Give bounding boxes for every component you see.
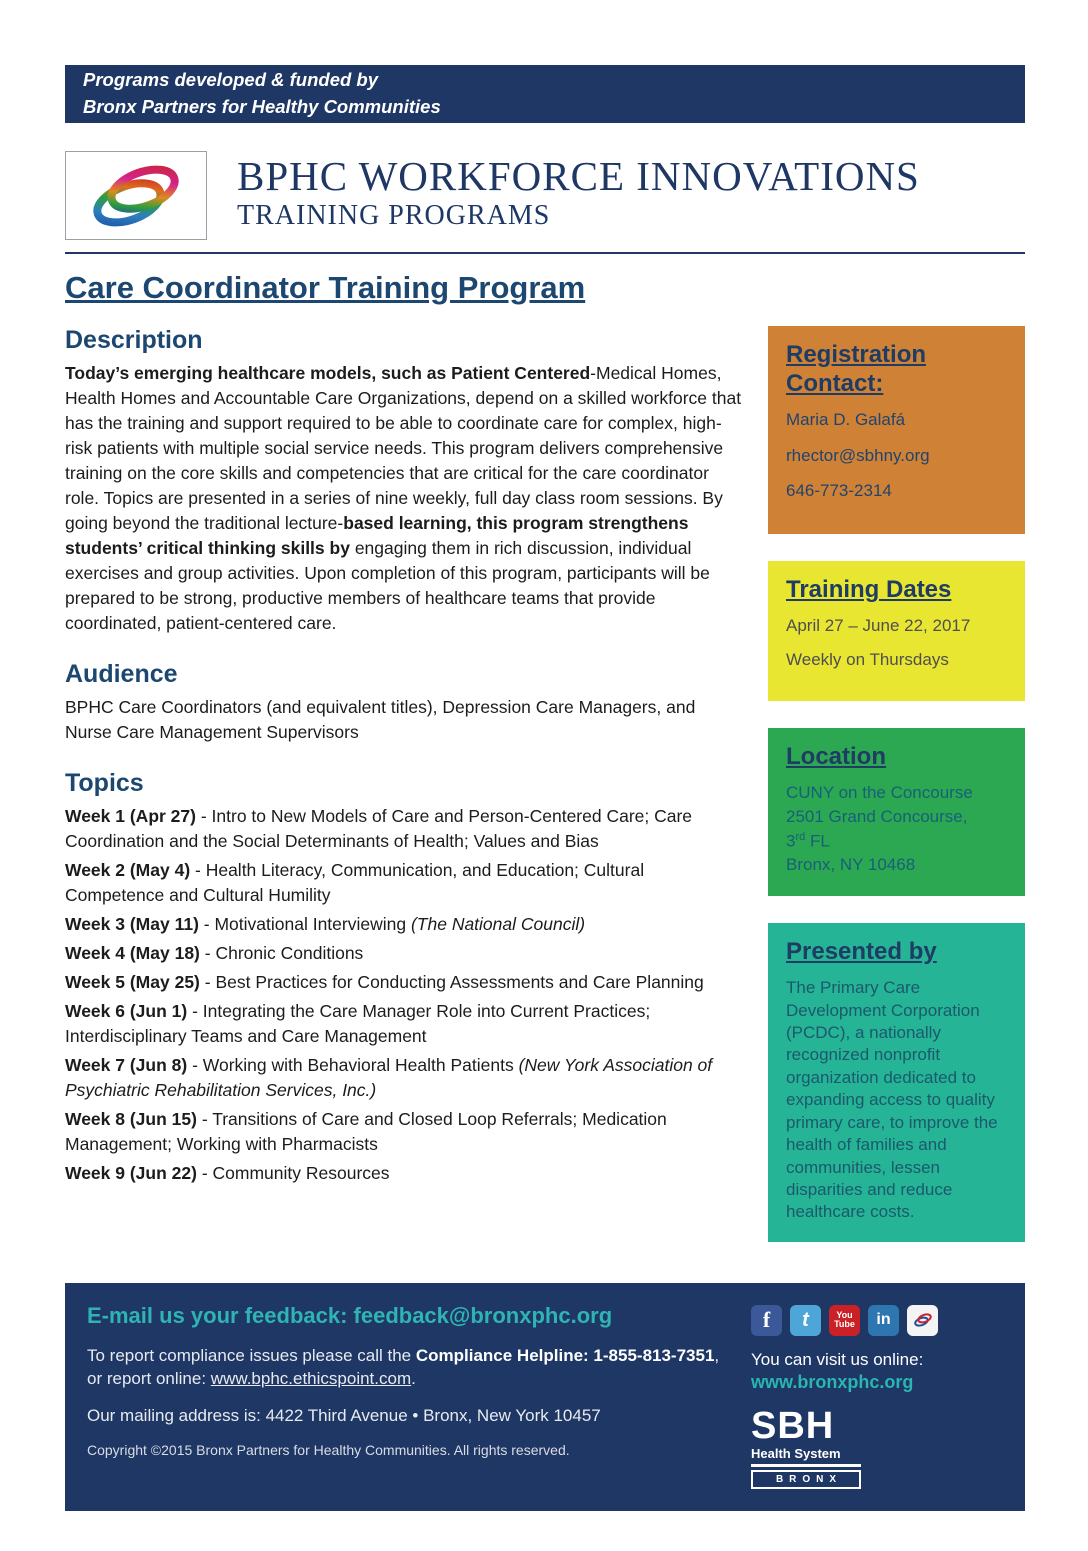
ethicspoint-link[interactable]: www.bphc.ethicspoint.com <box>210 1368 412 1388</box>
registration-email[interactable]: rhector@sbhny.org <box>786 445 930 465</box>
description-bold-2: based learning, this program strengthens students’ critical thinking skills by <box>65 513 689 558</box>
topics-heading: Topics <box>65 769 144 797</box>
location-floor: 3rd FL <box>786 830 830 851</box>
bphc-logo <box>65 151 207 240</box>
location-box <box>768 728 1025 896</box>
bronxphc-link[interactable]: www.bronxphc.org <box>751 1371 914 1392</box>
copyright-line: Copyright ©2015 Bronx Partners for Healthy Communities. All rights reserved. <box>87 1441 570 1458</box>
linkedin-icon[interactable]: in <box>868 1305 899 1336</box>
sbh-logo <box>751 1404 861 1489</box>
topic-item-week1: Week 1 (Apr 27) - Intro to New Models of Care and Person-Centered Care; Care Coordination and the Social Determinants of Health; Values and Bias <box>65 806 693 851</box>
registration-phone: 646-773-2314 <box>786 481 892 501</box>
brand-header <box>65 151 1025 240</box>
registration-name: Maria D. Galafá <box>786 409 906 429</box>
description-text-1: -Medical Homes, Health Homes and Accountable Care Organizations, depend on a skilled workforce that has the training and support required to be able to coordinate care for complex, high-risk patients with multiple social service needs. This program delivers comprehensive training on the core skills and competencies that are critical for the care coordinator role. Topics are presented in a series of nine weekly, full day class room sessions. By going beyond the traditional lecture- <box>65 363 742 533</box>
footer <box>65 1283 1025 1511</box>
sidebar <box>768 326 1025 1269</box>
youtube-icon[interactable]: You Tube <box>829 1305 860 1336</box>
audience-body: BPHC Care Coordinators (and equivalent titles), Depression Care Managers, and Nurse Care Management Supervisors <box>65 697 696 742</box>
page-title: Care Coordinator Training Program <box>65 270 586 305</box>
dates-frequency: Weekly on Thursdays <box>786 650 949 670</box>
banner-line2: Bronx Partners for Healthy Communities <box>83 96 441 117</box>
presented-body: The Primary Care Development Corporation (PCDC), a nationally recognized nonprofit organization dedicated to expanding access to quality primary care, to improve the health of families and communities, lessen disparities and reduce healthcare costs. <box>786 978 998 1222</box>
audience-section <box>65 660 743 745</box>
description-heading: Description <box>65 326 203 354</box>
brand-text <box>237 151 920 232</box>
footer-right <box>751 1303 1001 1489</box>
banner-line1: Programs developed & funded by <box>83 69 379 91</box>
dates-heading: Training Dates <box>786 576 952 604</box>
twitter-icon[interactable]: t <box>790 1305 821 1336</box>
social-icons <box>751 1305 1001 1336</box>
compliance-line: To report compliance issues please call the Compliance Helpline: 1-855-813-7351, or report online: www.bphc.ethicspoint.com. <box>87 1345 720 1388</box>
location-city: Bronx, NY 10468 <box>786 855 916 875</box>
presented-by-box <box>768 923 1025 1242</box>
topic-item-week5: Week 5 (May 25) - Best Practices for Conducting Assessments and Care Planning <box>65 972 704 992</box>
sbh-logo-bronx: BRONX <box>751 1470 861 1489</box>
presented-heading: Presented by <box>786 938 937 966</box>
topic-item-week2: Week 2 (May 4) - Health Literacy, Communication, and Education; Cultural Competence and Cultural Humility <box>65 860 645 905</box>
topic-item-week3: Week 3 (May 11) - Motivational Interviewing (The National Council) <box>65 914 586 934</box>
visit-online-label: You can visit us online: <box>751 1349 924 1369</box>
description-body <box>65 361 743 636</box>
location-heading: Location <box>786 743 886 771</box>
top-banner <box>65 65 1025 123</box>
sbh-logo-text: SBH <box>751 1404 835 1447</box>
audience-heading: Audience <box>65 660 178 688</box>
facebook-icon[interactable]: f <box>751 1305 782 1336</box>
location-street: 2501 Grand Concourse, <box>786 806 968 826</box>
feedback-email-line[interactable]: E-mail us your feedback: feedback@bronxphc.org <box>87 1302 613 1328</box>
topic-item-week7: Week 7 (Jun 8) - Working with Behavioral Health Patients (New York Association of Psychiatric Rehabilitation Services, Inc.) <box>65 1055 713 1100</box>
registration-heading: Registration Contact: <box>786 341 927 397</box>
topics-section <box>65 769 743 1186</box>
header-divider <box>65 252 1025 254</box>
brand-subtitle: TRAINING PROGRAMS <box>237 200 551 232</box>
sbh-logo-subtext: Health System <box>751 1446 861 1467</box>
content-columns <box>65 326 1025 1269</box>
mailing-address: Our mailing address is: 4422 Third Avenue • Bronx, New York 10457 <box>87 1405 601 1425</box>
bphc-rings-icon-small[interactable] <box>907 1305 938 1336</box>
registration-contact-box <box>768 326 1025 534</box>
bphc-rings-icon <box>77 160 195 232</box>
topic-item-week6: Week 6 (Jun 1) - Integrating the Care Manager Role into Current Practices; Interdisciplinary Teams and Care Management <box>65 1001 651 1046</box>
description-section <box>65 326 743 636</box>
training-dates-box <box>768 561 1025 701</box>
brand-title: BPHC WORKFORCE INNOVATIONS <box>237 153 920 199</box>
description-text-2: engaging them in rich discussion, individual exercises and group activities. Upon completion of this program, participants will be prepared to be strong, productive members of healthcare teams that provide coordinated, patient-centered care. <box>65 538 710 633</box>
topic-item-week4: Week 4 (May 18) - Chronic Conditions <box>65 943 364 963</box>
topic-item-week9: Week 9 (Jun 22) - Community Resources <box>65 1163 390 1183</box>
description-bold-1: Today’s emerging healthcare models, such as Patient Centered <box>65 363 591 383</box>
location-venue: CUNY on the Concourse <box>786 782 973 802</box>
dates-range: April 27 – June 22, 2017 <box>786 616 971 636</box>
footer-left <box>87 1303 727 1489</box>
main-column <box>65 326 743 1190</box>
topic-item-week8: Week 8 (Jun 15) - Transitions of Care and Closed Loop Referrals; Medication Management; Working with Pharmacists <box>65 1109 667 1154</box>
